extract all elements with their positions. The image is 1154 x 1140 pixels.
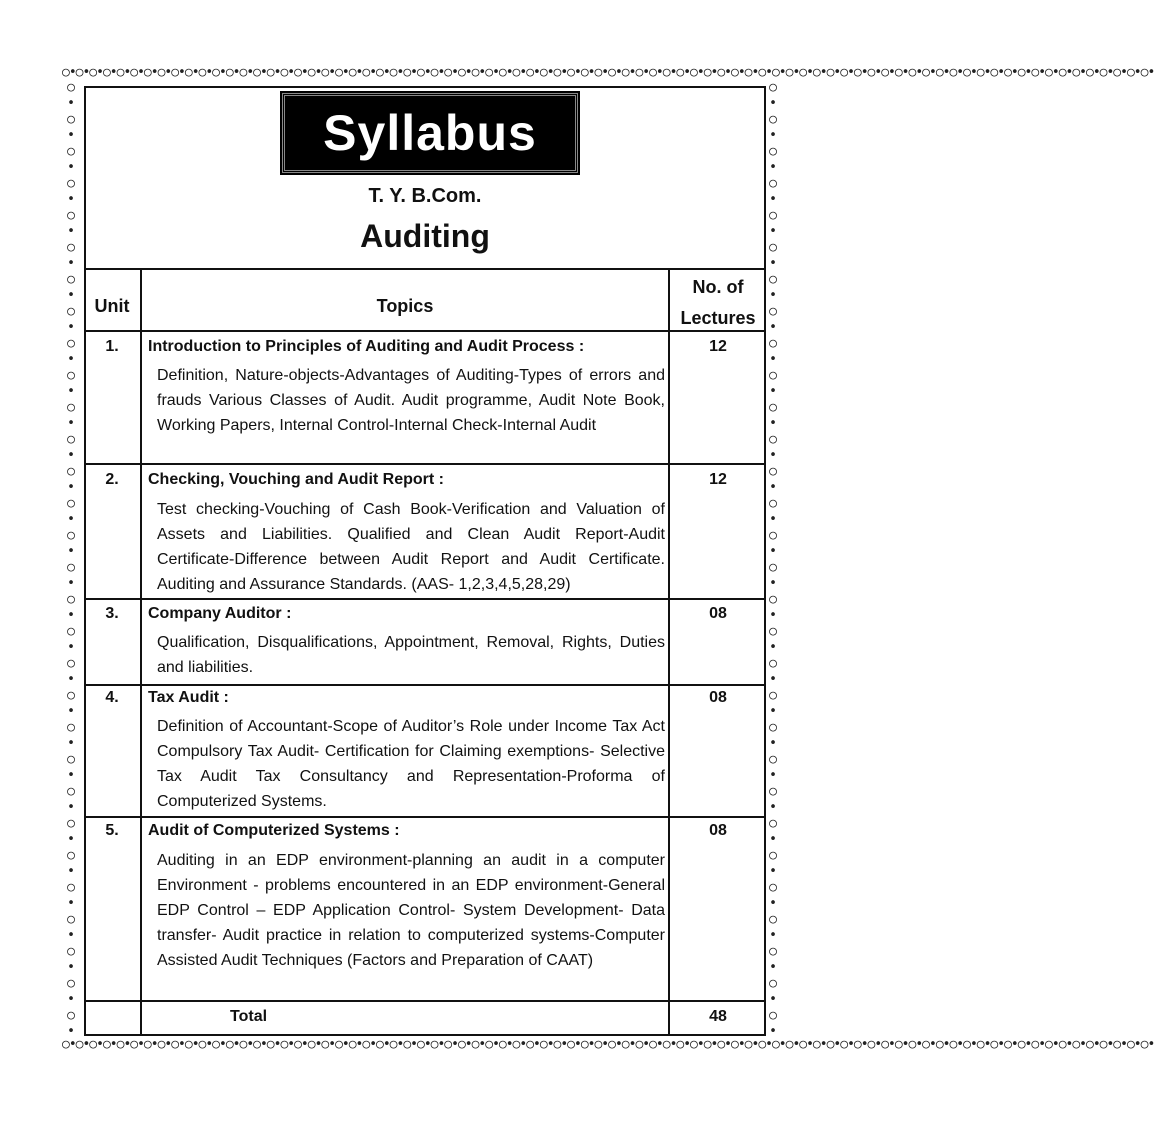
- unit-description: Auditing in an EDP environment-planning an audit in a computer Environment - problems encountered in an EDP environment-General EDP Control – EDP Application Control- System Development- Data transfer- Audit practice in relation to computerized systems-Computer Assisted Audit Techniques (Factors and Preparation of CAAT): [157, 852, 665, 969]
- chain-link: ○: [67, 624, 75, 639]
- chain-link: •: [769, 288, 777, 303]
- chain-link: •: [769, 896, 777, 911]
- chain-link: •: [67, 1024, 75, 1039]
- unit-number: 1.: [105, 338, 119, 355]
- chain-link: •: [769, 864, 777, 879]
- syllabus-banner: [282, 93, 578, 173]
- chain-link: •: [769, 96, 777, 111]
- chain-link: •: [67, 544, 75, 559]
- chain-link: •: [769, 544, 777, 559]
- chain-link: •: [769, 832, 777, 847]
- unit-description: Qualification, Disqualifications, Appointment, Removal, Rights, Duties and liabilities.: [157, 634, 665, 676]
- chain-link: ○: [67, 336, 75, 351]
- chain-link: ○: [67, 176, 75, 191]
- unit-lectures: 08: [709, 689, 727, 706]
- chain-link: •: [769, 960, 777, 975]
- chain-link: •: [67, 352, 75, 367]
- chain-link: ○: [769, 496, 777, 511]
- chain-link: ○: [769, 464, 777, 479]
- decorative-border-top: ○•○•○•○•○•○•○•○•○•○•○•○•○•○•○•○•○•○•○•○•○•○•○•○•○•○•○•○•○•○•○•○•○•○•○•○•○•○•○•○•○•○•○•○•○•○•○•○•○•○•○•○•○•○•○•○•○•○•○•○•○•○•○•○•○•○•○•○•○•○•○•○•○•○•○•○•○•○•○•○•: [62, 65, 1154, 80]
- chain-link: •: [67, 864, 75, 879]
- unit-title: Tax Audit :: [148, 689, 229, 706]
- chain-link: ○: [769, 176, 777, 191]
- chain-link: •: [67, 736, 75, 751]
- chain-link: ○: [67, 528, 75, 543]
- unit-lectures: 12: [709, 471, 727, 488]
- chain-link: ○: [67, 400, 75, 415]
- table-rule: [84, 330, 766, 332]
- chain-link: ○: [769, 112, 777, 127]
- chain-link: •: [769, 416, 777, 431]
- chain-link: •: [769, 640, 777, 655]
- chain-link: •: [67, 640, 75, 655]
- chain-link: ○: [769, 528, 777, 543]
- chain-link: •: [67, 416, 75, 431]
- chain-link: •: [67, 288, 75, 303]
- chain-link: ○: [769, 304, 777, 319]
- chain-link: ○: [769, 240, 777, 255]
- chain-link: •: [67, 576, 75, 591]
- chain-link: ○: [769, 336, 777, 351]
- unit-number: 4.: [105, 689, 119, 706]
- chain-link: ○: [769, 656, 777, 671]
- chain-link: ○: [67, 784, 75, 799]
- chain-link: ○: [769, 752, 777, 767]
- unit-description: Definition, Nature-objects-Advantages of Auditing-Types of errors and frauds Various Classes of Audit. Audit programme, Audit Note Book, Working Papers, Internal Control-Internal Check-Internal Audit: [157, 367, 665, 434]
- chain-link: •: [769, 512, 777, 527]
- table-rule: [84, 684, 766, 686]
- decorative-border-left: [64, 80, 78, 1038]
- chain-link: •: [769, 480, 777, 495]
- chain-link: •: [769, 800, 777, 815]
- chain-link: ○: [769, 400, 777, 415]
- chain-link: ○: [67, 560, 75, 575]
- chain-link: •: [67, 256, 75, 271]
- decorative-border-right: [766, 80, 780, 1038]
- chain-link: ○: [67, 656, 75, 671]
- chain-link: ○: [769, 1008, 777, 1023]
- unit-description: Test checking-Vouching of Cash Book-Verification and Valuation of Assets and Liabilities. Qualified and Clean Audit Report-Audit Certificate-Difference between Audit Report and Audit Certificate. Auditing and Assurance Standards. (AAS- 1,2,3,4,5,28,29): [157, 501, 665, 593]
- chain-link: ○: [67, 848, 75, 863]
- table-rule: [84, 268, 766, 270]
- total-label: Total: [230, 1008, 268, 1025]
- chain-link: •: [67, 96, 75, 111]
- chain-link: •: [67, 896, 75, 911]
- chain-link: •: [67, 192, 75, 207]
- chain-link: ○: [67, 1008, 75, 1023]
- table-rule: [84, 1000, 766, 1002]
- chain-link: ○: [769, 208, 777, 223]
- header-lectures-line1: No. of: [692, 277, 744, 297]
- chain-link: •: [67, 800, 75, 815]
- chain-link: ○: [67, 208, 75, 223]
- chain-link: •: [67, 128, 75, 143]
- chain-link: •: [769, 256, 777, 271]
- chain-link: ○: [67, 976, 75, 991]
- syllabus-table: [84, 268, 766, 1036]
- header-unit: Unit: [94, 296, 130, 316]
- unit-title: Introduction to Principles of Auditing and Audit Process :: [148, 338, 585, 355]
- unit-description: Definition of Accountant-Scope of Auditor’s Role under Income Tax Act Compulsory Tax Audit- Certification for Claiming exemptions- Selective Tax Audit Tax Consultancy and Representation-Proforma of Computerized Systems.: [157, 718, 665, 810]
- chain-link: •: [67, 608, 75, 623]
- chain-link: ○: [769, 720, 777, 735]
- chain-link: ○: [67, 880, 75, 895]
- header-topics: Topics: [376, 296, 434, 316]
- chain-link: •: [67, 448, 75, 463]
- chain-link: •: [769, 704, 777, 719]
- chain-link: •: [769, 672, 777, 687]
- chain-link: •: [67, 704, 75, 719]
- decorative-border-bottom: ○•○•○•○•○•○•○•○•○•○•○•○•○•○•○•○•○•○•○•○•○•○•○•○•○•○•○•○•○•○•○•○•○•○•○•○•○•○•○•○•○•○•○•○•○•○•○•○•○•○•○•○•○•○•○•○•○•○•○•○•○•○•○•○•○•○•○•○•○•○•○•○•○•○•○•○•○•○•○•○•: [62, 1037, 1154, 1052]
- chain-link: ○: [769, 688, 777, 703]
- chain-link: •: [769, 992, 777, 1007]
- unit-lectures: 08: [709, 605, 727, 622]
- chain-link: ○: [67, 816, 75, 831]
- table-column-rule: [668, 268, 670, 1036]
- chain-link: •: [67, 512, 75, 527]
- header-lectures-line2: Lectures: [680, 308, 756, 328]
- chain-link: ○: [67, 80, 75, 95]
- chain-link: •: [67, 160, 75, 175]
- chain-link: •: [769, 352, 777, 367]
- chain-link: ○: [67, 464, 75, 479]
- unit-title: Company Auditor :: [148, 605, 292, 622]
- chain-link: ○: [67, 592, 75, 607]
- chain-link: ○: [67, 720, 75, 735]
- table-rule: [84, 598, 766, 600]
- chain-link: ○: [67, 752, 75, 767]
- banner-title: Syllabus: [323, 105, 537, 161]
- chain-link: ○: [769, 624, 777, 639]
- chain-link: •: [67, 672, 75, 687]
- chain-link: •: [769, 736, 777, 751]
- chain-link: ○: [67, 912, 75, 927]
- chain-link: ○: [67, 368, 75, 383]
- chain-link: ○: [769, 976, 777, 991]
- unit-title: Checking, Vouching and Audit Report :: [148, 471, 444, 488]
- chain-link: •: [67, 320, 75, 335]
- total-lectures: 48: [709, 1008, 727, 1025]
- unit-lectures: 12: [709, 338, 727, 355]
- chain-link: •: [769, 1024, 777, 1039]
- unit-number: 3.: [105, 605, 119, 622]
- chain-link: ○: [67, 944, 75, 959]
- chain-link: ○: [769, 432, 777, 447]
- chain-link: •: [67, 928, 75, 943]
- chain-link: •: [769, 192, 777, 207]
- table-rule: [84, 463, 766, 465]
- chain-link: ○: [67, 432, 75, 447]
- chain-link: •: [769, 928, 777, 943]
- chain-link: ○: [67, 496, 75, 511]
- unit-lectures: 08: [709, 822, 727, 839]
- chain-link: •: [769, 128, 777, 143]
- chain-link: •: [769, 160, 777, 175]
- chain-link: ○: [769, 560, 777, 575]
- chain-link: •: [67, 480, 75, 495]
- chain-link: •: [67, 832, 75, 847]
- unit-title: Audit of Computerized Systems :: [148, 822, 400, 839]
- subject-title: Auditing: [360, 218, 490, 254]
- chain-link: ○: [769, 880, 777, 895]
- chain-link: ○: [769, 272, 777, 287]
- chain-link: ○: [769, 816, 777, 831]
- chain-link: •: [769, 608, 777, 623]
- chain-link: ○: [67, 688, 75, 703]
- chain-link: •: [67, 768, 75, 783]
- chain-link: •: [67, 384, 75, 399]
- chain-link: •: [67, 960, 75, 975]
- chain-link: ○: [769, 944, 777, 959]
- chain-link: ○: [769, 848, 777, 863]
- chain-link: •: [769, 448, 777, 463]
- chain-link: •: [67, 224, 75, 239]
- course-name: T. Y. B.Com.: [368, 185, 482, 207]
- chain-link: ○: [67, 144, 75, 159]
- chain-link: •: [769, 384, 777, 399]
- chain-link: ○: [67, 272, 75, 287]
- chain-link: ○: [67, 112, 75, 127]
- table-column-rule: [140, 268, 142, 1036]
- unit-number: 2.: [105, 471, 119, 488]
- chain-link: •: [769, 224, 777, 239]
- chain-link: ○: [769, 144, 777, 159]
- chain-link: ○: [67, 240, 75, 255]
- chain-link: ○: [769, 784, 777, 799]
- table-rule: [84, 816, 766, 818]
- chain-link: ○: [769, 80, 777, 95]
- chain-link: ○: [67, 304, 75, 319]
- chain-link: •: [769, 576, 777, 591]
- chain-link: •: [67, 992, 75, 1007]
- chain-link: •: [769, 768, 777, 783]
- chain-link: ○: [769, 912, 777, 927]
- chain-link: ○: [769, 368, 777, 383]
- unit-number: 5.: [105, 822, 119, 839]
- chain-link: ○: [769, 592, 777, 607]
- chain-link: •: [769, 320, 777, 335]
